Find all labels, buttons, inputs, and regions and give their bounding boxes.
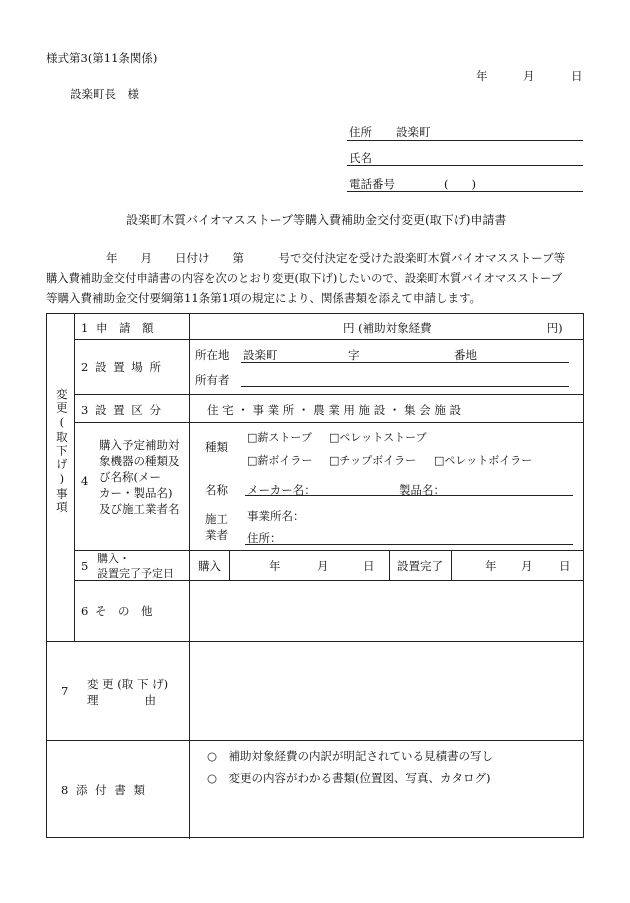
attachment-item-2: ○ 変更の内容がわかる書類(位置図、写真、カタログ) <box>207 771 491 785</box>
date-month-label: 月 <box>523 69 535 83</box>
option-pellet-stove[interactable]: □ペレットストーブ <box>329 431 427 444</box>
location-town: 設楽町 <box>243 348 278 362</box>
body-line-1: 年 月 日付け 第 号で交付決定を受けた設楽町木質バイオマスストーブ等 <box>106 251 566 265</box>
attachment-item-1: ○ 補助対象経費の内訳が明記されている見積書の写し <box>207 749 494 763</box>
applicant-phone-paren: ( ) <box>444 177 476 191</box>
option-wood-boiler[interactable]: □薪ボイラー <box>247 454 313 467</box>
row7-number: 7 <box>61 684 69 698</box>
row5-number: 5 <box>81 559 89 573</box>
row6-label: 6 そ の 他 <box>81 604 153 618</box>
name-underline <box>347 165 583 166</box>
divider-r5-a <box>229 550 230 580</box>
application-table <box>46 313 584 838</box>
row5-label-2: 設置完了予定日 <box>97 567 174 580</box>
product-label: 製品名： <box>399 483 445 497</box>
row3-label: 3 設 置 区 分 <box>81 403 161 417</box>
install-year: 年 <box>485 559 497 573</box>
divider-r5-c <box>451 550 452 580</box>
body-line-3: 等購入費補助金交付要綱第11条第1項の規定により、関係書類を添えて申請します。 <box>46 291 482 305</box>
row8-label: 8 添 付 書 類 <box>61 783 145 797</box>
install-day: 日 <box>559 559 571 573</box>
owner-underline <box>241 386 569 387</box>
purchase-year: 年 <box>269 559 281 573</box>
contractor-address-label: 住所： <box>247 531 282 545</box>
applicant-address-value: 設楽町 <box>396 125 431 139</box>
option-chip-boiler[interactable]: □チップボイラー <box>329 454 417 467</box>
applicant-phone-label: 電話番号 <box>349 177 395 191</box>
row3-value: 住 宅 ・ 事 業 所 ・ 農 業 用 施 設 ・ 集 会 施 設 <box>207 403 461 417</box>
row4-number: 4 <box>81 474 89 488</box>
type-label: 種類 <box>205 440 228 454</box>
row2-label: 2 設 置 場 所 <box>81 360 161 374</box>
office-label: 事業所名： <box>247 509 305 523</box>
row1-label: 1 申 請 額 <box>81 321 154 335</box>
purchase-month: 月 <box>317 559 329 573</box>
location-underline <box>241 362 569 363</box>
purchase-day: 日 <box>363 559 375 573</box>
document-title: 設楽町木質バイオマスストーブ等購入費補助金交付変更(取下げ)申請書 <box>126 213 507 227</box>
form-number: 様式第3(第11条関係) <box>46 51 158 65</box>
applicant-name-label: 氏名 <box>349 151 372 165</box>
location-label: 所在地 <box>195 348 230 362</box>
date-day-label: 日 <box>571 69 583 83</box>
applicant-address-label: 住所 <box>349 125 372 139</box>
location-aza: 字 <box>348 348 360 362</box>
row7-label-2: 理 由 <box>87 693 156 707</box>
row5-label-1: 購入・ <box>97 552 130 565</box>
addressee: 設楽町長 様 <box>70 87 139 101</box>
contractor-underline <box>245 544 573 545</box>
divider-main <box>189 314 190 839</box>
row7-label-1: 変 更 (取 下 げ) <box>87 677 169 691</box>
purchase-label: 購入 <box>198 559 221 573</box>
row1-value: 円 (補助対象経費 円) <box>343 321 563 335</box>
side-label-vertical: 変更(取下げ)事項 <box>54 388 69 515</box>
location-banchi: 番地 <box>454 348 477 362</box>
contractor-label-2: 業者 <box>205 528 228 542</box>
option-wood-stove[interactable]: □薪ストーブ <box>247 431 312 444</box>
address-underline <box>347 140 583 141</box>
name-label: 名称 <box>205 483 228 497</box>
maker-label: メーカー名： <box>247 483 316 497</box>
phone-underline <box>347 191 583 192</box>
divider-r5-b <box>389 550 390 580</box>
contractor-label-1: 施工 <box>205 512 228 526</box>
install-label: 設置完了 <box>397 559 443 573</box>
option-pellet-boiler[interactable]: □ペレットボイラー <box>434 454 533 467</box>
name-underline-row4 <box>245 495 573 496</box>
owner-label: 所有者 <box>195 373 230 387</box>
row4-label: 購入予定補助対 象機器の種類及 び名称(メー カー・製品名) 及び施工業者名 <box>99 438 180 516</box>
body-line-2: 購入費補助金交付申請書の内容を次のとおり変更(取下げ)したいので、設楽町木質バイオマスストーブ <box>46 272 563 285</box>
install-month: 月 <box>521 559 533 573</box>
divider-side <box>74 314 75 641</box>
date-year-label: 年 <box>476 69 488 83</box>
